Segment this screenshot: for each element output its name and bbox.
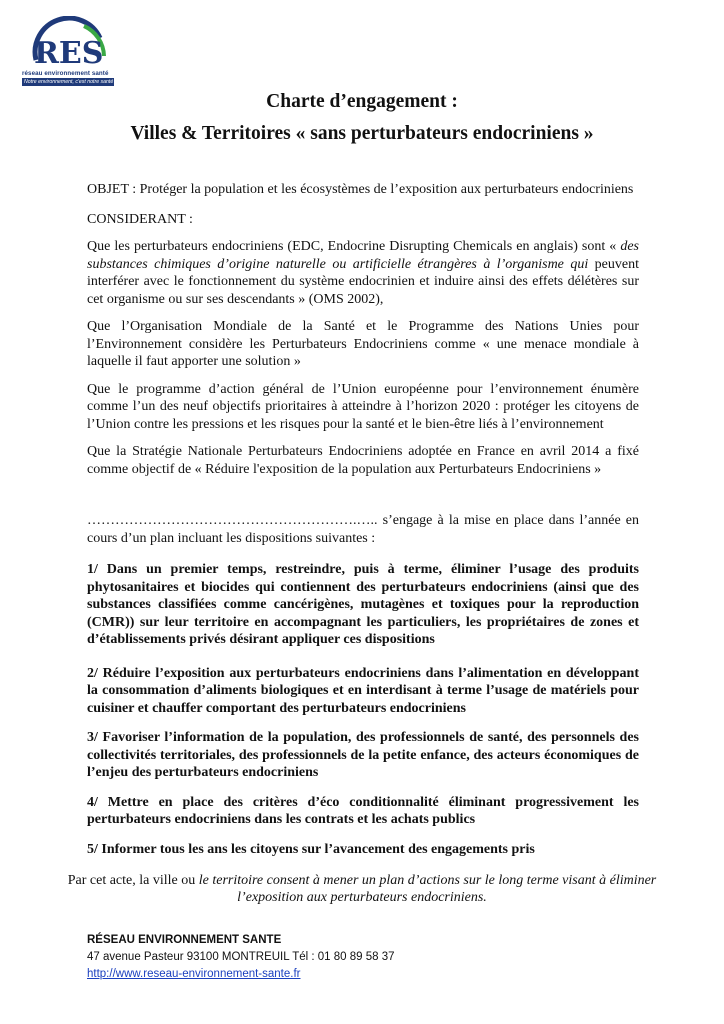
commitment-item-4: 4/ Mettre en place des critères d’éco conditionnalité éliminant progressivement les perturbateurs endocriniens dans les contrats et les achats publics [87,794,639,827]
commitment-item-3: 3/ Favoriser l’information de la population, des professionnels de santé, des personnels des collectivités territoriales, des professionnels de la petite enfance, des acteurs économiques de l’enjeu des perturbateurs endocriniens [87,730,639,780]
logo-subtitle: réseau environnement santé [22,70,109,77]
commitment-item-5: 5/ Informer tous les ans les citoyens sur l’avancement des engagements pris [87,841,535,857]
page-title-line1: Charte d’engagement : [266,91,458,112]
footer-website-link[interactable]: http://www.reseau-environnement-sante.fr [87,968,301,980]
charter-body [87,181,639,858]
closing-plain: Par cet acte, la ville ou [67,873,199,888]
page-title-line2: Villes & Territoires « sans perturbateurs endocriniens » [130,123,594,144]
footer [87,932,395,983]
considerant-oms: Que l’Organisation Mondiale de la Santé et le Programme des Nations Unies pour l’Environnement considère les Perturbateurs Endocriniens comme « une menace mondiale à laquelle il faut apporter une solution » [87,319,639,369]
footer-address: 47 avenue Pasteur 93100 MONTREUIL Tél : 01 80 89 58 37 [87,951,395,963]
footer-organization: RÉSEAU ENVIRONNEMENT SANTE [87,934,282,946]
considerant-edc-text-b: peuvent interférer avec le fonctionnement du système endocrinien et induire ainsi des effets délétères sur cet organisme ou sur ses descendants » (OMS 2002), [87,256,639,307]
considerant-heading: CONSIDERANT : [87,211,193,227]
objet-paragraph: OBJET : Protéger la population et les écosystèmes de l’exposition aux perturbateurs endocriniens [87,182,634,197]
commitment-item-1: 1/ Dans un premier temps, restreindre, puis à terme, éliminer l’usage des produits phytosanitaires et biocides qui contiennent des perturbateurs endocriniens (ainsi que des substances classifiées comme cancérigènes, mutagènes et toxiques pour la reproduction (CMR)) sur leur territoire en accompagnant les particuliers, les propriétaires de zones et d’établissements privés désirant appliquer ces dispositions [87,562,639,647]
closing-statement [60,872,664,906]
commitment-item-2: 2/ Réduire l’exposition aux perturbateurs endocriniens dans l’alimentation en développant la consommation d’aliments biologiques et en interdisant à terme l’usage de matériels pour cuisiner et chauffer comportant des perturbateurs endocriniens [87,665,639,716]
considerant-snpe: Que la Stratégie Nationale Perturbateurs Endocriniens adoptée en France en avril 2014 a fixé comme objectif de « Réduire l'exposition de la population aux Perturbateurs Endocriniens » [87,444,639,477]
considerant-edc [87,238,639,308]
considerant-ue: Que le programme d’action général de l’Union européenne pour l’environnement énumère comme l’un des neuf objectifs prioritaires à atteindre à l’horizon 2020 : protéger les citoyens de l’Union contre les pressions et les risques pour la santé et le bien-être liés à l’environnement [87,381,639,432]
closing-italic: le territoire consent à mener un plan d’actions sur le long terme visant à éliminer l’exposition aux perturbateurs endocriniens. [198,873,657,905]
considerant-edc-quote: des substances chimiques d’origine naturelle ou artificielle étrangères à l’organisme qui [87,239,639,272]
engagement-statement: ………………………………………………….….. s’engage à la mise en place dans l’année en cours d’un plan incluant les dispositions suivantes : [87,513,639,546]
logo-letters: RES [34,36,104,70]
considerant-edc-text-a: Que les perturbateurs endocriniens (EDC, Endocrine Disrupting Chemicals en anglais) sont « [87,239,621,254]
logo-tagline: Notre environnement, c'est notre santé [24,79,114,85]
res-logo-graphic [22,16,114,70]
res-logo [22,16,114,88]
